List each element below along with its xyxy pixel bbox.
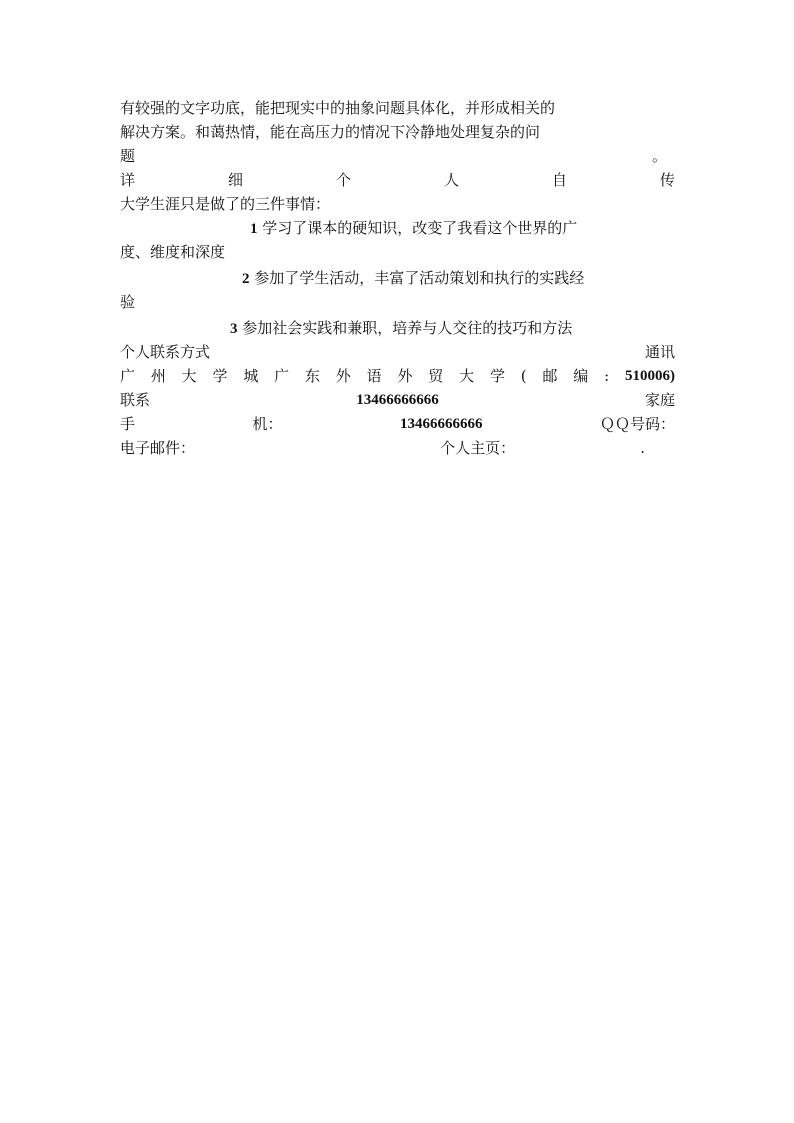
email-label: 电子邮件： [120, 439, 196, 457]
homepage-label: 个人主页： [440, 439, 516, 457]
item-text: 学习了课本的硬知识，改变了我看这个世界的广 [262, 219, 578, 237]
paragraph-line [120, 96, 675, 120]
qq-label: ＱＱ号码： [599, 415, 675, 433]
address-char: 邮 [542, 367, 558, 385]
heading-char: 自 [551, 171, 567, 189]
address-char: 贸 [428, 367, 444, 385]
item-text: 参加了学生活动，丰富了活动策划和执行的实践经 [254, 269, 585, 287]
phone-line [120, 388, 675, 412]
heading-char: 人 [443, 171, 459, 189]
heading-char: 传 [659, 171, 675, 189]
list-item-continuation [120, 240, 675, 264]
document-body [120, 96, 675, 460]
address-char: 广 [274, 367, 290, 385]
item-number: 2 [242, 271, 250, 287]
text-run: 。 [651, 147, 667, 165]
item-number: 3 [230, 321, 238, 337]
address-char: 外 [335, 367, 351, 385]
list-item-continuation [120, 290, 675, 314]
address-char: 大 [459, 367, 475, 385]
section-heading [120, 168, 675, 192]
phone-value: 13466666666 [356, 392, 439, 408]
heading-char: 个 [335, 171, 351, 189]
address-line [120, 364, 675, 388]
contact-title-line [120, 340, 675, 364]
item-number: 1 [250, 221, 258, 237]
item-text: 参加社会实践和兼职，培养与人交往的技巧和方法 [242, 319, 573, 337]
paragraph-line [120, 120, 675, 144]
address-char: 外 [397, 367, 413, 385]
text-run: 题 [120, 147, 136, 165]
end-dot: . [640, 439, 645, 457]
item-text: 验 [120, 293, 136, 311]
text-run: 解决方案。和蔼热情，能在高压力的情况下冷静地处理复杂的问 [120, 123, 541, 141]
list-item [120, 216, 675, 240]
contact-title: 个人联系方式 [120, 343, 211, 361]
address-char: 广 [120, 367, 136, 385]
phone-label: 联系 [120, 391, 151, 409]
address-char: 语 [366, 367, 382, 385]
text-run: 大学生涯只是做了的三件事情： [120, 195, 331, 213]
mobile-value: 13466666666 [400, 416, 483, 432]
text-run: 有较强的文字功底，能把现实中的抽象问题具体化，并形成相关的 [120, 99, 556, 117]
mobile-label: 手 [120, 415, 136, 433]
list-item [120, 266, 675, 290]
address-char: 大 [181, 367, 197, 385]
address-char: ( [520, 367, 527, 385]
item-text: 度、维度和深度 [120, 243, 226, 261]
address-char: 510006) [624, 368, 675, 384]
address-char: 州 [150, 367, 166, 385]
address-char: 城 [243, 367, 259, 385]
paragraph-line [120, 144, 675, 168]
address-char: 编 [573, 367, 589, 385]
address-char: 学 [212, 367, 228, 385]
email-line [120, 436, 675, 460]
list-item [120, 316, 675, 340]
address-label: 通讯 [644, 343, 675, 361]
mobile-line [120, 412, 675, 436]
address-char: 东 [304, 367, 320, 385]
heading-char: 细 [227, 171, 243, 189]
address-char: : [604, 367, 610, 385]
mobile-label: 机： [252, 415, 283, 433]
address-char: 学 [489, 367, 505, 385]
heading-char: 详 [120, 171, 136, 189]
intro-line [120, 192, 675, 216]
home-label: 家庭 [644, 391, 675, 409]
